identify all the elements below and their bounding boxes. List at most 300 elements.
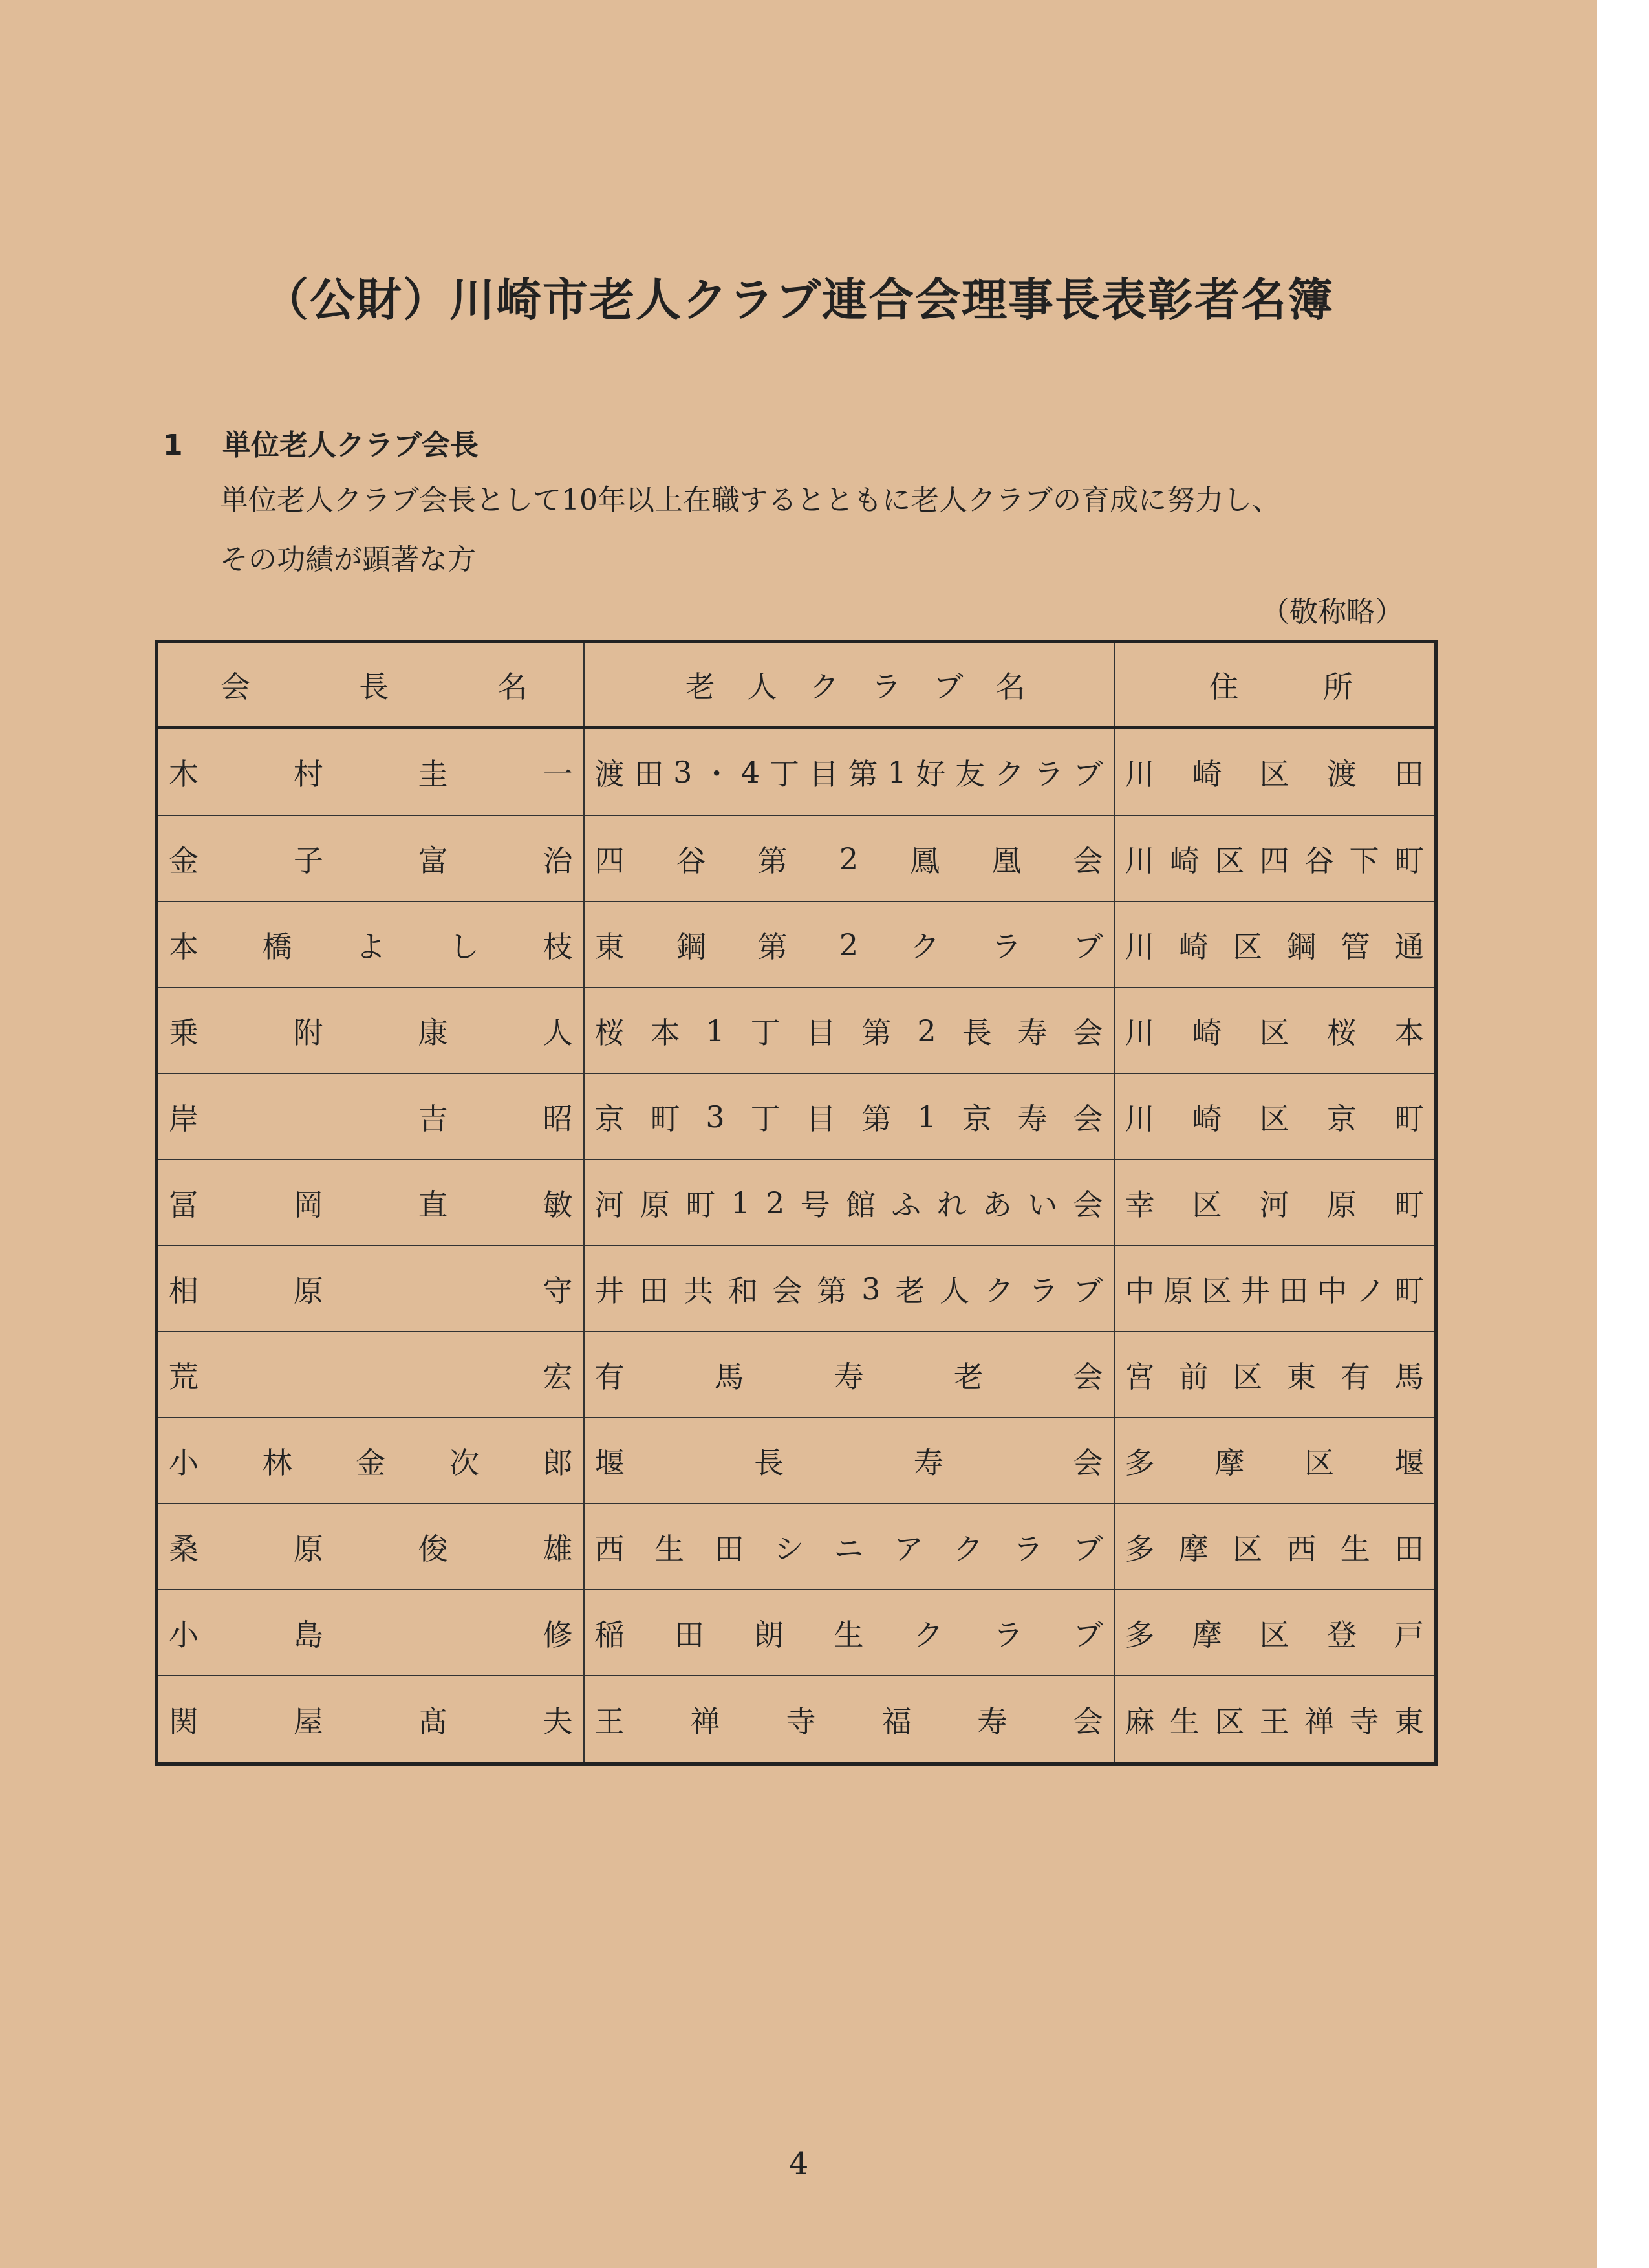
club-name-char: 王 bbox=[594, 1703, 625, 1739]
address-char: 通 bbox=[1394, 929, 1424, 964]
section-heading bbox=[163, 422, 479, 463]
awardee-name-char: し bbox=[449, 929, 479, 964]
table-row bbox=[157, 815, 1436, 902]
address-char: 四 bbox=[1259, 843, 1289, 878]
club-name-char: 丁 bbox=[769, 757, 799, 792]
awardee-name-char: 小 bbox=[169, 1617, 199, 1652]
address-char: 登 bbox=[1326, 1617, 1357, 1652]
club-name-cell bbox=[584, 902, 1114, 988]
header-char: 長 bbox=[359, 669, 389, 704]
club-name bbox=[595, 1096, 1103, 1138]
club-name-char: 会 bbox=[1073, 1359, 1103, 1394]
awardee-name-char: 郎 bbox=[543, 1445, 573, 1480]
address-char: 区 bbox=[1259, 1101, 1289, 1136]
address-char: 区 bbox=[1214, 843, 1245, 878]
club-name-char: ア bbox=[894, 1531, 923, 1566]
club-name-char: ラ bbox=[1013, 1531, 1043, 1566]
address-char: 中 bbox=[1125, 1273, 1155, 1308]
awardee-name-char: 金 bbox=[356, 1445, 386, 1480]
club-name-char: 1 bbox=[887, 755, 907, 790]
club-name-char: 生 bbox=[834, 1617, 864, 1652]
club-name bbox=[595, 1526, 1103, 1568]
awardee-name-char: 冨 bbox=[169, 1187, 199, 1222]
address-char: 町 bbox=[1394, 1187, 1424, 1222]
awardee-name-cell bbox=[157, 1246, 584, 1332]
club-name-char: ク bbox=[913, 1617, 943, 1652]
table-header bbox=[157, 642, 1436, 728]
header-char: ラ bbox=[871, 669, 901, 704]
address-cell bbox=[1114, 1160, 1436, 1246]
address-char: 多 bbox=[1125, 1617, 1155, 1652]
address bbox=[1125, 1698, 1425, 1741]
club-name-char: 人 bbox=[940, 1273, 970, 1308]
address-char: 田 bbox=[1278, 1273, 1309, 1308]
club-name-char: ク bbox=[910, 929, 940, 964]
club-name-char: 町 bbox=[650, 1101, 680, 1136]
header-char: 名 bbox=[497, 669, 528, 704]
awardee-name-char: 直 bbox=[418, 1187, 448, 1222]
awardee-name-char: 金 bbox=[169, 843, 199, 878]
club-name-char: 長 bbox=[962, 1015, 992, 1050]
address bbox=[1125, 1096, 1425, 1138]
club-name-char: 老 bbox=[895, 1273, 925, 1308]
address-char: 川 bbox=[1125, 929, 1155, 964]
awardee-name-cell bbox=[157, 1676, 584, 1764]
club-name-char: 西 bbox=[594, 1531, 625, 1566]
awardee-name-char: 雄 bbox=[543, 1531, 573, 1566]
address bbox=[1125, 1182, 1425, 1224]
table-row bbox=[157, 1332, 1436, 1418]
club-name bbox=[595, 1182, 1103, 1224]
header-address bbox=[1114, 642, 1436, 728]
club-name-cell bbox=[584, 1418, 1114, 1504]
awardee-name-cell bbox=[157, 1332, 584, 1418]
club-name-char: 生 bbox=[654, 1531, 684, 1566]
club-name-char: 2 bbox=[917, 1013, 936, 1048]
club-name-char: 丁 bbox=[750, 1101, 781, 1136]
club-name-char: 共 bbox=[684, 1273, 714, 1308]
header-char: ブ bbox=[933, 669, 964, 704]
page-number: 4 bbox=[788, 2146, 809, 2182]
club-name-char: 第 bbox=[757, 843, 788, 878]
club-name-char: 谷 bbox=[676, 843, 706, 878]
club-name-char: 寺 bbox=[786, 1703, 816, 1739]
awardee-name-char: 木 bbox=[169, 757, 199, 792]
club-name-char: ニ bbox=[834, 1531, 864, 1566]
address-char: 町 bbox=[1394, 1273, 1424, 1308]
awardee-name bbox=[169, 1440, 573, 1482]
address-cell bbox=[1114, 1246, 1436, 1332]
address-cell bbox=[1114, 728, 1436, 816]
awardee-name-char: 治 bbox=[543, 843, 573, 878]
club-name-char: 田 bbox=[634, 757, 664, 792]
header-char: 老 bbox=[685, 669, 715, 704]
club-name-char: 1 bbox=[731, 1185, 750, 1220]
club-name-char: 目 bbox=[806, 1015, 836, 1050]
awardee-name-char: 相 bbox=[169, 1273, 199, 1308]
awardee-name-char: 敏 bbox=[543, 1187, 573, 1222]
club-name-char: 第 bbox=[861, 1101, 892, 1136]
address-cell bbox=[1114, 1504, 1436, 1590]
club-name-cell bbox=[584, 1160, 1114, 1246]
awardee-name bbox=[169, 1010, 573, 1052]
club-name-char: ク bbox=[953, 1531, 984, 1566]
header-char: 所 bbox=[1323, 669, 1353, 704]
awardee-name-char: 林 bbox=[262, 1445, 292, 1480]
awardee-name-cell bbox=[157, 902, 584, 988]
address-char: 下 bbox=[1349, 843, 1379, 878]
table-row bbox=[157, 1504, 1436, 1590]
club-name-char: 本 bbox=[650, 1015, 680, 1050]
header-char: 会 bbox=[221, 669, 250, 704]
club-name-char: 会 bbox=[1073, 843, 1103, 878]
address-char: 鋼 bbox=[1286, 929, 1317, 964]
club-name-char: ク bbox=[984, 1273, 1014, 1308]
table-row bbox=[157, 1590, 1436, 1676]
awardee-name bbox=[169, 1698, 573, 1741]
address-char: 寺 bbox=[1349, 1703, 1379, 1739]
section-number: 1 bbox=[163, 429, 183, 462]
address-char: 崎 bbox=[1192, 757, 1222, 792]
awardee-name-char: 岡 bbox=[293, 1187, 323, 1222]
awardee-name-cell bbox=[157, 1160, 584, 1246]
club-name-char: 1 bbox=[917, 1099, 936, 1134]
address-char: 堰 bbox=[1394, 1445, 1424, 1480]
address-char: 崎 bbox=[1169, 843, 1200, 878]
club-name bbox=[595, 1698, 1103, 1741]
table-row bbox=[157, 1246, 1436, 1332]
club-name-cell bbox=[584, 815, 1114, 902]
address-char: 桜 bbox=[1326, 1015, 1357, 1050]
address-char: 区 bbox=[1259, 1617, 1289, 1652]
table-row bbox=[157, 1074, 1436, 1160]
club-name-char: 原 bbox=[640, 1187, 670, 1222]
club-name-char: 京 bbox=[594, 1101, 625, 1136]
club-name-char: 東 bbox=[594, 929, 625, 964]
table-row bbox=[157, 1160, 1436, 1246]
address-char: 川 bbox=[1125, 1101, 1155, 1136]
club-name-char: 寿 bbox=[1017, 1015, 1048, 1050]
awardee-name bbox=[169, 751, 573, 794]
address-char: 田 bbox=[1394, 757, 1424, 792]
club-name-char: ラ bbox=[991, 929, 1022, 964]
header-name bbox=[157, 642, 584, 728]
address-char: 摩 bbox=[1178, 1531, 1209, 1566]
club-name-char: 2 bbox=[839, 927, 859, 962]
club-name-char: 3 bbox=[673, 755, 693, 790]
address-cell bbox=[1114, 902, 1436, 988]
club-name bbox=[595, 751, 1103, 794]
table-row bbox=[157, 728, 1436, 816]
club-name-char: 鳳 bbox=[910, 843, 940, 878]
club-name bbox=[595, 1354, 1103, 1396]
address-char: 禅 bbox=[1304, 1703, 1335, 1739]
club-name-char: ブ bbox=[1073, 1531, 1103, 1566]
club-name-char: ・ bbox=[702, 757, 732, 792]
awardee-name-char: 桑 bbox=[169, 1531, 199, 1566]
club-name-char: 井 bbox=[594, 1273, 625, 1308]
awardee-name-char: 康 bbox=[418, 1015, 448, 1050]
awardee-name-char: 俊 bbox=[418, 1531, 448, 1566]
club-name-char: 号 bbox=[800, 1187, 830, 1222]
awardee-name-char: 髙 bbox=[418, 1703, 448, 1739]
header-char: 住 bbox=[1209, 669, 1239, 704]
club-name-char: 3 bbox=[706, 1099, 725, 1134]
club-name-char: 禅 bbox=[690, 1703, 720, 1739]
club-name-char: 老 bbox=[953, 1359, 984, 1394]
address bbox=[1125, 923, 1425, 966]
club-name-char: 寿 bbox=[834, 1359, 864, 1394]
club-name-char: 京 bbox=[962, 1101, 992, 1136]
address-char: 多 bbox=[1125, 1445, 1155, 1480]
address-char: 区 bbox=[1304, 1445, 1335, 1480]
header-char: ク bbox=[809, 669, 839, 704]
club-name-char: ラ bbox=[1033, 757, 1064, 792]
club-name-char: 館 bbox=[845, 1187, 876, 1222]
address-char: ノ bbox=[1355, 1273, 1386, 1308]
club-name-char: 四 bbox=[594, 843, 625, 878]
club-name-char: ラ bbox=[1028, 1273, 1059, 1308]
club-name-char: 会 bbox=[1073, 1015, 1103, 1050]
awardee-name bbox=[169, 1526, 573, 1568]
awardee-name-char bbox=[418, 1268, 448, 1310]
club-name bbox=[595, 1440, 1103, 1482]
table-row bbox=[157, 988, 1436, 1074]
address-char: 井 bbox=[1240, 1273, 1270, 1308]
awardee-name-char: 原 bbox=[293, 1531, 323, 1566]
club-name-char: 田 bbox=[674, 1617, 704, 1652]
club-name-char: 長 bbox=[754, 1445, 784, 1480]
awardee-name-char: 附 bbox=[293, 1015, 323, 1050]
address-char: 馬 bbox=[1394, 1359, 1424, 1394]
club-name-char: 第 bbox=[757, 929, 788, 964]
awardee-name-char: 一 bbox=[543, 757, 573, 792]
club-name-char: 和 bbox=[727, 1273, 758, 1308]
awardee-name bbox=[169, 837, 573, 880]
club-name-char: ブ bbox=[1073, 929, 1103, 964]
club-name bbox=[595, 1010, 1103, 1052]
awardee-name-char bbox=[418, 1354, 448, 1396]
address-char: 区 bbox=[1259, 757, 1289, 792]
club-name bbox=[595, 923, 1103, 966]
address-char: 区 bbox=[1233, 929, 1263, 964]
address-cell bbox=[1114, 815, 1436, 902]
club-name-char: 1 bbox=[706, 1013, 725, 1048]
section-heading-text: 単位老人クラブ会長 bbox=[222, 429, 479, 462]
address-char: 崎 bbox=[1192, 1101, 1222, 1136]
address-char: 多 bbox=[1125, 1531, 1155, 1566]
address-cell bbox=[1114, 1590, 1436, 1676]
address bbox=[1125, 1612, 1425, 1654]
club-name bbox=[595, 1612, 1103, 1654]
table-row bbox=[157, 1676, 1436, 1764]
club-name-char: 寿 bbox=[977, 1703, 1008, 1739]
table-body bbox=[157, 728, 1436, 1764]
address-char: 区 bbox=[1214, 1703, 1245, 1739]
address-char: 本 bbox=[1394, 1015, 1424, 1050]
awardee-name bbox=[169, 923, 573, 966]
address-char: 生 bbox=[1169, 1703, 1200, 1739]
club-name-char: 寿 bbox=[913, 1445, 943, 1480]
table-row bbox=[157, 1418, 1436, 1504]
club-name-cell bbox=[584, 988, 1114, 1074]
awardee-name-cell bbox=[157, 1074, 584, 1160]
address-char: 戸 bbox=[1394, 1617, 1424, 1652]
awardee-name-char: 岸 bbox=[169, 1101, 199, 1136]
awardee-name bbox=[169, 1612, 573, 1654]
awardee-name-char: 枝 bbox=[543, 929, 573, 964]
address-char: 摩 bbox=[1192, 1617, 1222, 1652]
awardee-name-cell bbox=[157, 815, 584, 902]
club-name-char: あ bbox=[982, 1187, 1012, 1222]
address-char: 谷 bbox=[1304, 843, 1335, 878]
awardee-name-cell bbox=[157, 728, 584, 816]
club-name-char: 渡 bbox=[594, 757, 625, 792]
club-name-char: 丁 bbox=[750, 1015, 781, 1050]
club-name-char: 桜 bbox=[594, 1015, 625, 1050]
club-name bbox=[595, 837, 1103, 880]
address-char: 管 bbox=[1340, 929, 1370, 964]
club-name-char: 会 bbox=[772, 1273, 803, 1308]
club-name-char: ブ bbox=[1073, 1273, 1103, 1308]
club-name-cell bbox=[584, 1504, 1114, 1590]
club-name-char: れ bbox=[936, 1187, 967, 1222]
awardee-name-char: 圭 bbox=[418, 757, 448, 792]
awardee-name-char: 島 bbox=[293, 1617, 323, 1652]
club-name-char: 第 bbox=[848, 757, 878, 792]
club-name-char: 寿 bbox=[1017, 1101, 1048, 1136]
address bbox=[1125, 837, 1425, 880]
awardee-name-char: 人 bbox=[543, 1015, 573, 1050]
club-name-char: 第 bbox=[817, 1273, 847, 1308]
address-char: 幸 bbox=[1125, 1187, 1155, 1222]
awardee-name-char: よ bbox=[356, 929, 386, 964]
address bbox=[1125, 1010, 1425, 1052]
address-char: 生 bbox=[1340, 1531, 1370, 1566]
awardee-name-char: 子 bbox=[293, 843, 323, 878]
awardee-name bbox=[169, 1096, 573, 1138]
address bbox=[1125, 751, 1425, 794]
awardee-name-char: 修 bbox=[543, 1617, 573, 1652]
awardee-name-char: 乗 bbox=[169, 1015, 199, 1050]
address-char: 王 bbox=[1259, 1703, 1289, 1739]
club-name-char: 目 bbox=[806, 1101, 836, 1136]
awardee-name-char: 小 bbox=[169, 1445, 199, 1480]
address-char: 崎 bbox=[1192, 1015, 1222, 1050]
club-name-char: 3 bbox=[861, 1271, 881, 1306]
address-char: 東 bbox=[1394, 1703, 1424, 1739]
address-char: 区 bbox=[1259, 1015, 1289, 1050]
club-name-char: 朗 bbox=[754, 1617, 784, 1652]
address-char: 区 bbox=[1233, 1359, 1263, 1394]
club-name-char: ブ bbox=[1073, 757, 1103, 792]
club-name-char: 馬 bbox=[714, 1359, 744, 1394]
club-name-char: 凰 bbox=[991, 843, 1022, 878]
address-char: 麻 bbox=[1125, 1703, 1155, 1739]
awardee-name-char: 村 bbox=[293, 757, 323, 792]
awardee-name-char: 屋 bbox=[293, 1703, 323, 1739]
header-club bbox=[584, 642, 1114, 728]
awardee-name-char: 荒 bbox=[169, 1359, 199, 1394]
address-char: 原 bbox=[1326, 1187, 1357, 1222]
awardee-name-char: 原 bbox=[293, 1273, 323, 1308]
club-name-cell bbox=[584, 1676, 1114, 1764]
club-name-char: ク bbox=[994, 757, 1024, 792]
club-name-char: 稲 bbox=[594, 1617, 625, 1652]
awardee-name-char: 夫 bbox=[543, 1703, 573, 1739]
club-name-cell bbox=[584, 1246, 1114, 1332]
awardee-name bbox=[169, 1182, 573, 1224]
awardee-name-cell bbox=[157, 1504, 584, 1590]
awardee-name-char bbox=[294, 1096, 323, 1138]
address-cell bbox=[1114, 1332, 1436, 1418]
club-name bbox=[595, 1268, 1103, 1310]
description-line-1: 単位老人クラブ会長として10年以上在職するとともに老人クラブの育成に努力し、 bbox=[220, 484, 1280, 517]
club-name-cell bbox=[584, 728, 1114, 816]
awardee-name-char: 守 bbox=[543, 1273, 573, 1308]
club-name-char: 町 bbox=[685, 1187, 716, 1222]
club-name-char: シ bbox=[774, 1531, 804, 1566]
awardee-name-cell bbox=[157, 988, 584, 1074]
address-cell bbox=[1114, 1418, 1436, 1504]
address-cell bbox=[1114, 1676, 1436, 1764]
address-char: 田 bbox=[1394, 1531, 1424, 1566]
club-name-cell bbox=[584, 1074, 1114, 1160]
header-char: 名 bbox=[995, 669, 1026, 704]
address-char: 区 bbox=[1192, 1187, 1222, 1222]
description-line-2: その功績が顕著な方 bbox=[220, 543, 476, 576]
club-name-char: 会 bbox=[1073, 1101, 1103, 1136]
club-name-char: 有 bbox=[594, 1359, 625, 1394]
address-char: 区 bbox=[1233, 1531, 1263, 1566]
club-name-char: 2 bbox=[766, 1185, 785, 1220]
awardee-name-char: 吉 bbox=[418, 1101, 448, 1136]
club-name-char: 友 bbox=[955, 757, 986, 792]
club-name-char: 好 bbox=[916, 757, 946, 792]
address bbox=[1125, 1526, 1425, 1568]
address-char: 川 bbox=[1125, 843, 1155, 878]
club-name-cell bbox=[584, 1590, 1114, 1676]
awardee-name-char: 次 bbox=[449, 1445, 479, 1480]
address bbox=[1125, 1440, 1425, 1482]
honorific-note: （敬称略） bbox=[1261, 596, 1403, 629]
address-char: 川 bbox=[1125, 757, 1155, 792]
club-name-char: 河 bbox=[594, 1187, 625, 1222]
club-name-char: ブ bbox=[1073, 1617, 1103, 1652]
awardee-name-char: 昭 bbox=[543, 1101, 573, 1136]
address-char: 原 bbox=[1163, 1273, 1193, 1308]
address-char: 有 bbox=[1340, 1359, 1370, 1394]
club-name-char: 会 bbox=[1073, 1445, 1103, 1480]
address-char: 区 bbox=[1202, 1273, 1232, 1308]
awardee-name-cell bbox=[157, 1418, 584, 1504]
section-description bbox=[220, 471, 1449, 590]
club-name-cell bbox=[584, 1332, 1114, 1418]
club-name-char: 福 bbox=[881, 1703, 912, 1739]
address-char: 河 bbox=[1259, 1187, 1289, 1222]
address-char: 渡 bbox=[1326, 757, 1357, 792]
address-char: 京 bbox=[1326, 1101, 1357, 1136]
club-name-char: 鋼 bbox=[676, 929, 706, 964]
address-char: 宮 bbox=[1125, 1359, 1155, 1394]
address-char: 崎 bbox=[1178, 929, 1209, 964]
address-cell bbox=[1114, 988, 1436, 1074]
address-char: 東 bbox=[1286, 1359, 1317, 1394]
page-title: （公財）川崎市老人クラブ連合会理事長表彰者名簿 bbox=[263, 274, 1334, 327]
address-char: 西 bbox=[1286, 1531, 1317, 1566]
awardee-name bbox=[169, 1354, 573, 1396]
club-name-char: ふ bbox=[891, 1187, 921, 1222]
